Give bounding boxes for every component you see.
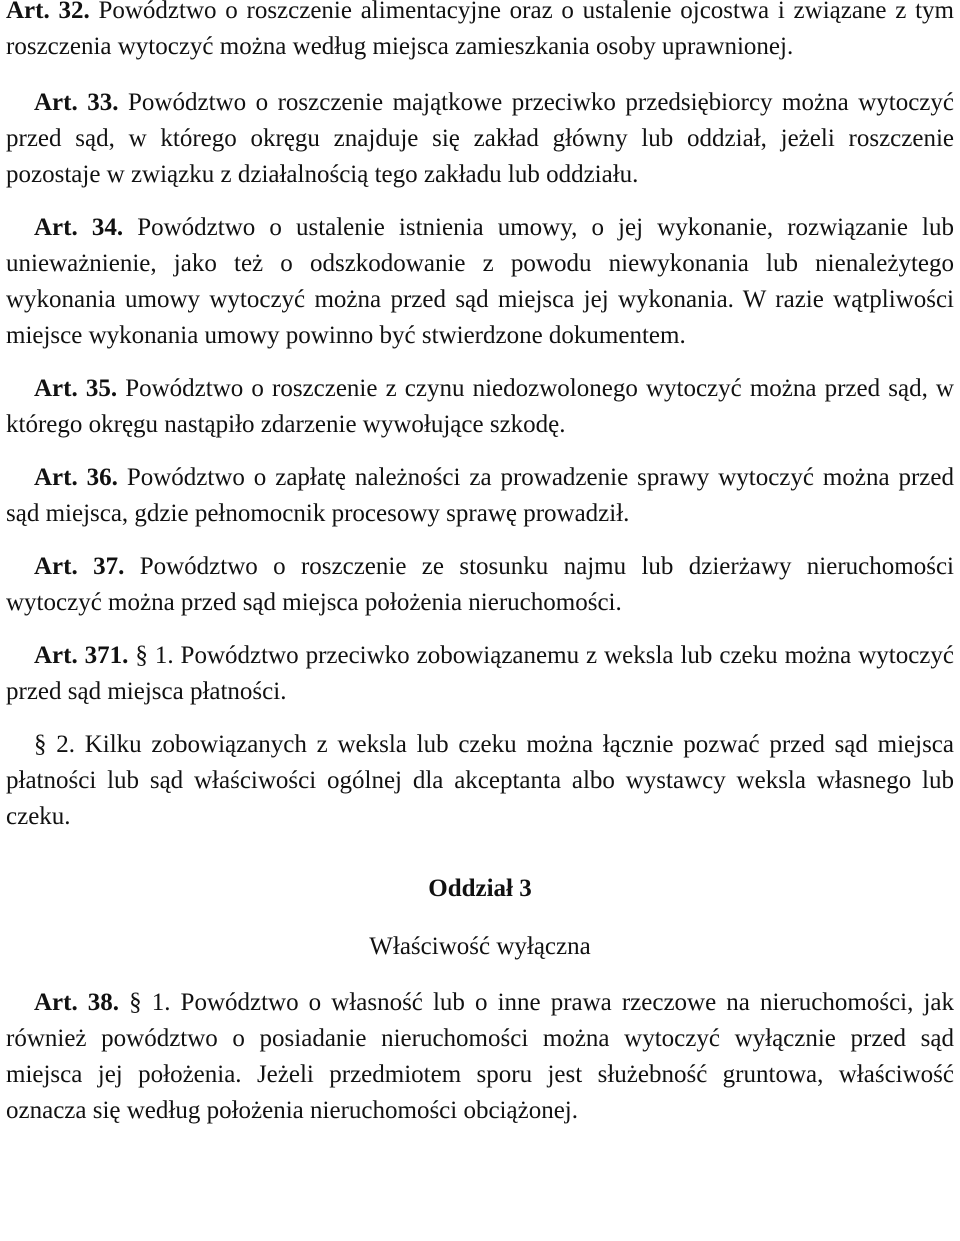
article-label: Art. 36. xyxy=(34,464,118,491)
article-371-section-2 xyxy=(6,727,954,835)
division-subtitle: Właściwość wyłączna xyxy=(369,933,591,960)
article-label: Art. 32. xyxy=(6,0,90,24)
article-label: Art. 34. xyxy=(34,214,124,241)
article-text: § 1. Powództwo przeciwko zobowiązanemu z weksla lub czeku można wytoczyć przed sąd miejsca płatności. xyxy=(6,642,954,705)
article-label: Art. 33. xyxy=(34,89,119,116)
article-text: Powództwo o roszczenie alimentacyjne oraz o ustalenie ojcostwa i związane z tym roszczenia wytoczyć można według miejsca zamieszkania osoby uprawnionej. xyxy=(6,0,954,60)
article-38 xyxy=(6,985,954,1129)
article-text: Powództwo o roszczenie ze stosunku najmu lub dzierżawy nieruchomości wytoczyć można przed sąd miejsca położenia nieruchomości. xyxy=(6,553,954,616)
article-text: Powództwo o roszczenie z czynu niedozwolonego wytoczyć można przed sąd, w którego okręgu nastąpiło zdarzenie wywołujące szkodę. xyxy=(6,375,954,438)
article-text: § 2. Kilku zobowiązanych z weksla lub czeku można łącznie pozwać przed sąd miejsca płatności lub sąd właściwości ogólnej dla akceptanta albo wystawcy weksla własnego lub czeku. xyxy=(6,731,954,830)
article-35 xyxy=(6,371,954,443)
article-text: Powództwo o zapłatę należności za prowadzenie sprawy wytoczyć można przed sąd miejsca, gdzie pełnomocnik procesowy sprawę prowadził. xyxy=(6,464,954,527)
article-34 xyxy=(6,210,954,354)
article-371 xyxy=(6,638,954,710)
article-37 xyxy=(6,549,954,621)
article-32 xyxy=(6,0,954,65)
article-36 xyxy=(6,460,954,532)
article-label: Art. 35. xyxy=(34,375,118,402)
article-33 xyxy=(6,85,954,193)
article-label: Art. 371. xyxy=(34,642,129,669)
article-text: Powództwo o ustalenie istnienia umowy, o jej wykonanie, rozwiązanie lub unieważnienie, jako też o odszkodowanie z powodu niewykonania lub nienależytego wykonania umowy wytoczyć można przed sąd miejsca jej wykonania. W razie wątpliwości miejsce wykonania umowy powinno być stwierdzone dokumentem. xyxy=(6,214,954,349)
article-text: Powództwo o roszczenie majątkowe przeciwko przedsiębiorcy można wytoczyć przed sąd, w którego okręgu znajduje się zakład główny lub oddział, jeżeli roszczenie pozostaje w związku z działalnością tego zakładu lub oddziału. xyxy=(6,89,954,188)
article-label: Art. 37. xyxy=(34,553,125,580)
article-text: § 1. Powództwo o własność lub o inne prawa rzeczowe na nieruchomości, jak również powództwo o posiadanie nieruchomości można wytoczyć wyłącznie przed sąd miejsca jej położenia. Jeżeli przedmiotem sporu jest służebność gruntowa, właściwość oznacza się według położenia nieruchomości obciążonej. xyxy=(6,989,954,1124)
article-label: Art. 38. xyxy=(34,989,120,1016)
division-title: Oddział 3 xyxy=(428,875,532,902)
